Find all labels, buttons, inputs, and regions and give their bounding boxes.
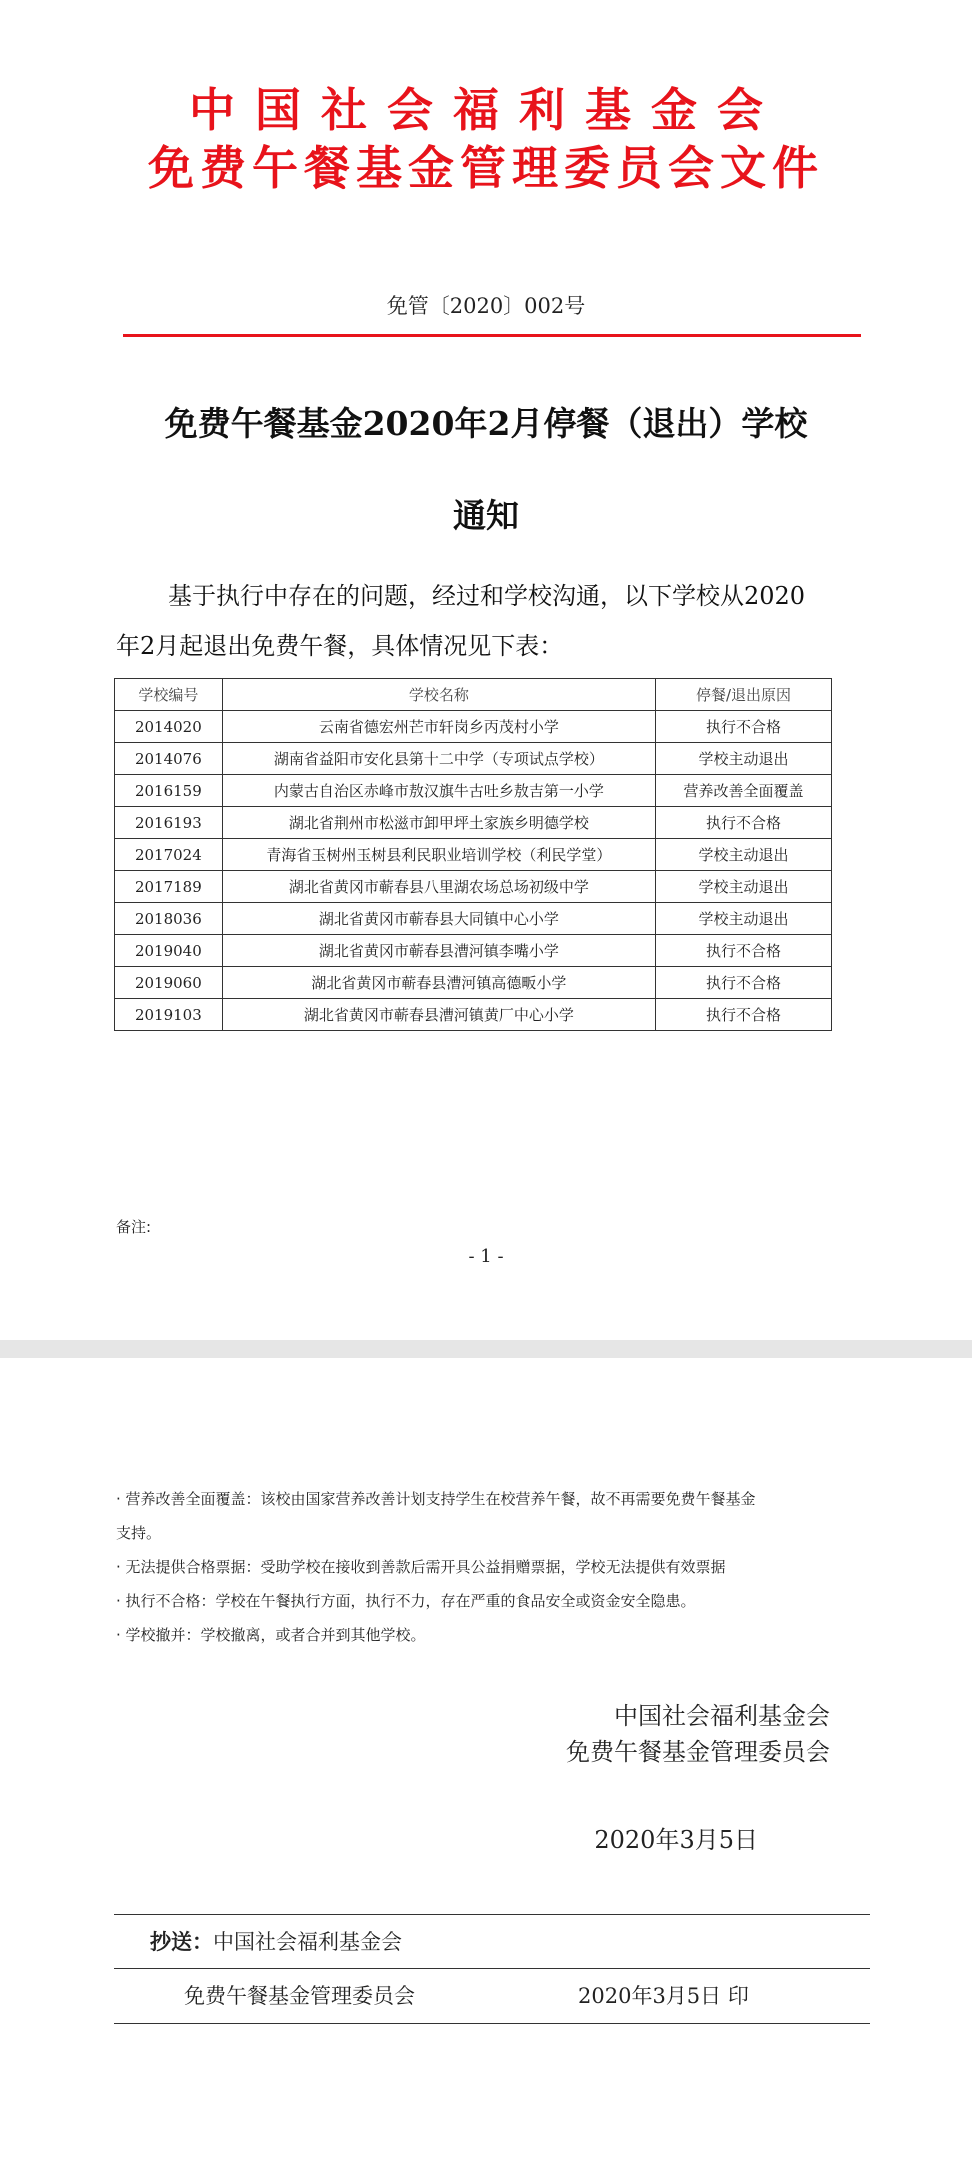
table-row [115, 743, 832, 775]
school-id: 2017189 [115, 871, 223, 903]
table-row [115, 711, 832, 743]
letterhead-line-1: 中国社会福利基金会 [189, 83, 783, 137]
school-id: 2019103 [115, 999, 223, 1031]
document-page-2 [0, 1358, 972, 2170]
school-name: 湖北省荆州市松滋市卸甲坪土家族乡明德学校 [222, 807, 655, 839]
note-invalid-receipt: · 无法提供合格票据：受助学校在接收到善款后需开具公益捐赠票据，学校无法提供有效票据 [116, 1558, 726, 1576]
exit-reason: 执行不合格 [656, 967, 832, 999]
school-name: 云南省德宏州芒市轩岗乡丙茂村小学 [222, 711, 655, 743]
page-separator [0, 1340, 972, 1358]
letterhead-line-2: 免费午餐基金管理委员会文件 [148, 141, 824, 195]
exit-reason: 执行不合格 [656, 711, 832, 743]
column-header-id: 学校编号 [115, 679, 223, 711]
letterhead-divider [123, 334, 861, 337]
footer-rule-bottom [114, 2023, 870, 2024]
exit-reason: 学校主动退出 [656, 743, 832, 775]
document-title-line-2: 通知 [453, 496, 519, 535]
table-row [115, 839, 832, 871]
issuer: 免费午餐基金管理委员会 [184, 1984, 415, 2008]
note-nutrition-coverage-cont: 支持。 [116, 1524, 162, 1542]
column-header-reason: 停餐/退出原因 [656, 679, 832, 711]
exit-reason: 学校主动退出 [656, 839, 832, 871]
exit-reason: 执行不合格 [656, 935, 832, 967]
note-nutrition-coverage: · 营养改善全面覆盖：该校由国家营养改善计划支持学生在校营养午餐，故不再需要免费午餐基金 [116, 1490, 756, 1508]
footer-rule-middle [114, 1968, 870, 1969]
signature-org-1: 中国社会福利基金会 [614, 1702, 830, 1730]
school-id: 2017024 [115, 839, 223, 871]
table-header-row [115, 679, 832, 711]
school-name: 湖北省黄冈市蕲春县大同镇中心小学 [222, 903, 655, 935]
exit-reason: 执行不合格 [656, 999, 832, 1031]
school-id: 2016159 [115, 775, 223, 807]
document-number: 免管〔2020〕002号 [386, 294, 586, 318]
cc-label: 抄送： [150, 1929, 213, 1954]
school-name: 青海省玉树州玉树县利民职业培训学校（利民学堂） [222, 839, 655, 871]
school-id: 2016193 [115, 807, 223, 839]
page-number: - 1 - [468, 1246, 504, 1267]
school-name: 内蒙古自治区赤峰市敖汉旗牛古吐乡敖吉第一小学 [222, 775, 655, 807]
cc-value: 中国社会福利基金会 [213, 1930, 402, 1954]
school-id: 2014076 [115, 743, 223, 775]
column-header-name: 学校名称 [222, 679, 655, 711]
intro-paragraph-line-2: 年2月起退出免费午餐，具体情况见下表： [116, 632, 564, 660]
school-id: 2019040 [115, 935, 223, 967]
school-name: 湖北省黄冈市蕲春县八里湖农场总场初级中学 [222, 871, 655, 903]
exit-reason: 执行不合格 [656, 807, 832, 839]
school-table [114, 678, 832, 1031]
table-row [115, 871, 832, 903]
document-title-line-1: 免费午餐基金2020年2月停餐（退出）学校 [164, 404, 808, 443]
signature-org-2: 免费午餐基金管理委员会 [566, 1738, 830, 1766]
school-name: 湖北省黄冈市蕲春县漕河镇黄厂中心小学 [222, 999, 655, 1031]
table-row [115, 903, 832, 935]
school-name: 湖北省黄冈市蕲春县漕河镇李嘴小学 [222, 935, 655, 967]
note-nonconforming: · 执行不合格：学校在午餐执行方面，执行不力，存在严重的食品安全或资金安全隐患。 [116, 1592, 696, 1610]
table-row [115, 775, 832, 807]
exit-reason: 学校主动退出 [656, 903, 832, 935]
exit-reason: 营养改善全面覆盖 [656, 775, 832, 807]
cc-line [150, 1926, 402, 1956]
school-name: 湖北省黄冈市蕲春县漕河镇高德畈小学 [222, 967, 655, 999]
intro-paragraph-line-1: 基于执行中存在的问题，经过和学校沟通，以下学校从2020 [168, 582, 806, 610]
exit-reason: 学校主动退出 [656, 871, 832, 903]
table-row [115, 935, 832, 967]
issue-date: 2020年3月5日 印 [578, 1984, 749, 2008]
note-school-merged: · 学校撤并：学校撤离，或者合并到其他学校。 [116, 1626, 426, 1644]
school-id: 2018036 [115, 903, 223, 935]
table-row [115, 999, 832, 1031]
school-id: 2014020 [115, 711, 223, 743]
footer-rule-top [114, 1914, 870, 1915]
remark-label: 备注: [116, 1218, 152, 1236]
school-id: 2019060 [115, 967, 223, 999]
signature-date: 2020年3月5日 [594, 1826, 758, 1854]
table-row [115, 807, 832, 839]
school-name: 湖南省益阳市安化县第十二中学（专项试点学校） [222, 743, 655, 775]
table-row [115, 967, 832, 999]
